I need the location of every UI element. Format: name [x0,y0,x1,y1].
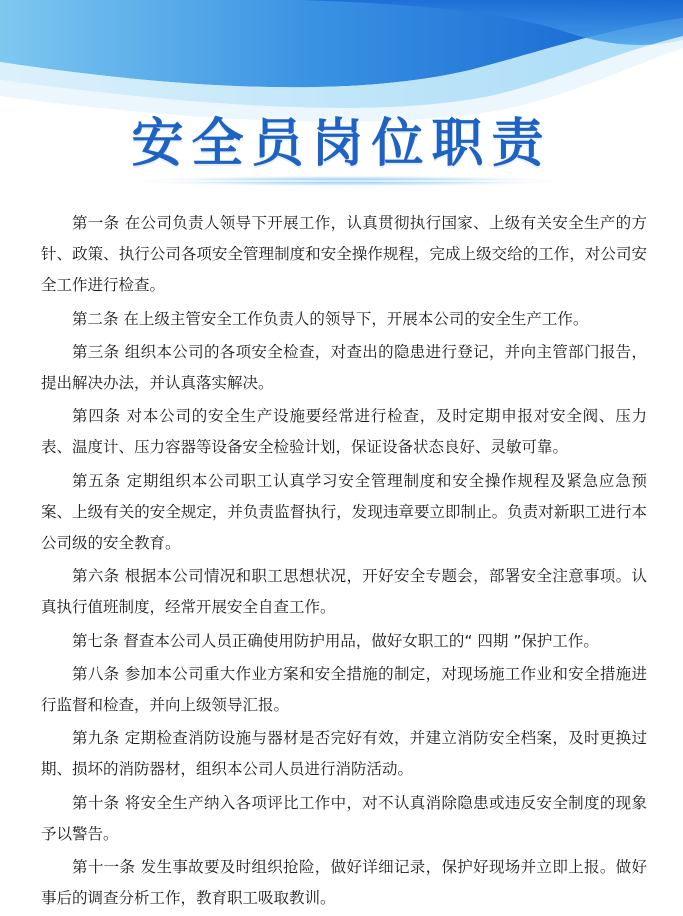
clause-9: 第九条 定期检查消防设施与器材是否完好有效，并建立消防安全档案，及时更换过期、损坏的消防器材，组织本公司人员进行消防活动。 [41,729,647,779]
clauses-list [41,208,647,916]
title-underline-glow [118,172,578,190]
clause-3: 第三条 组织本公司的各项安全检查，对查出的隐患进行登记，并向主管部门报告，提出解决办法，并认真落实解决。 [41,342,647,393]
clause-10: 第十条 将安全生产纳入各项评比工作中，对不认真消除隐患或违反安全制度的现象予以警告。 [41,793,647,843]
page-title: 安全员岗位职责 [131,114,552,174]
clause-1: 第一条 在公司负责人领导下开展工作，认真贯彻执行国家、上级有关安全生产的方针、政策、执行公司各项安全管理制度和安全操作规程，完成上级交给的工作，对公司安全工作进行检查。 [41,214,647,295]
clause-2: 第二条 在上级主管安全工作负责人的领导下，开展本公司的安全生产工作。 [72,309,589,328]
clause-8: 第八条 参加本公司重大作业方案和安全措施的制定，对现场施工作业和安全措施进行监督和检查，并向上级领导汇报。 [41,664,647,715]
clause-5: 第五条 定期组织本公司职工认真学习安全管理制度和安全操作规程及紧急应急预案、上级有关的安全规定，并负责监督执行，发现违章要立即制止。负责对新职工进行本公司级的安全教育。 [41,471,647,553]
clause-4: 第四条 对本公司的安全生产设施要经常进行检查，及时定期申报对安全阀、压力表、温度计、压力容器等设备安全检验计划，保证设备状态良好、灵敏可靠。 [41,407,647,457]
clause-11: 第十一条 发生事故要及时组织抢险，做好详细记录，保护好现场并立即上报。做好事后的调查分析工作，教育职工吸取教训。 [41,858,647,908]
clause-6: 第六条 根据本公司情况和职工思想状况，开好安全专题会，部署安全注意事项。认真执行值班制度，经常开展安全自查工作。 [41,567,647,617]
clause-7: 第七条 督查本公司人员正确使用防护用品，做好女职工的“ 四期 ”保护工作。 [72,631,599,650]
